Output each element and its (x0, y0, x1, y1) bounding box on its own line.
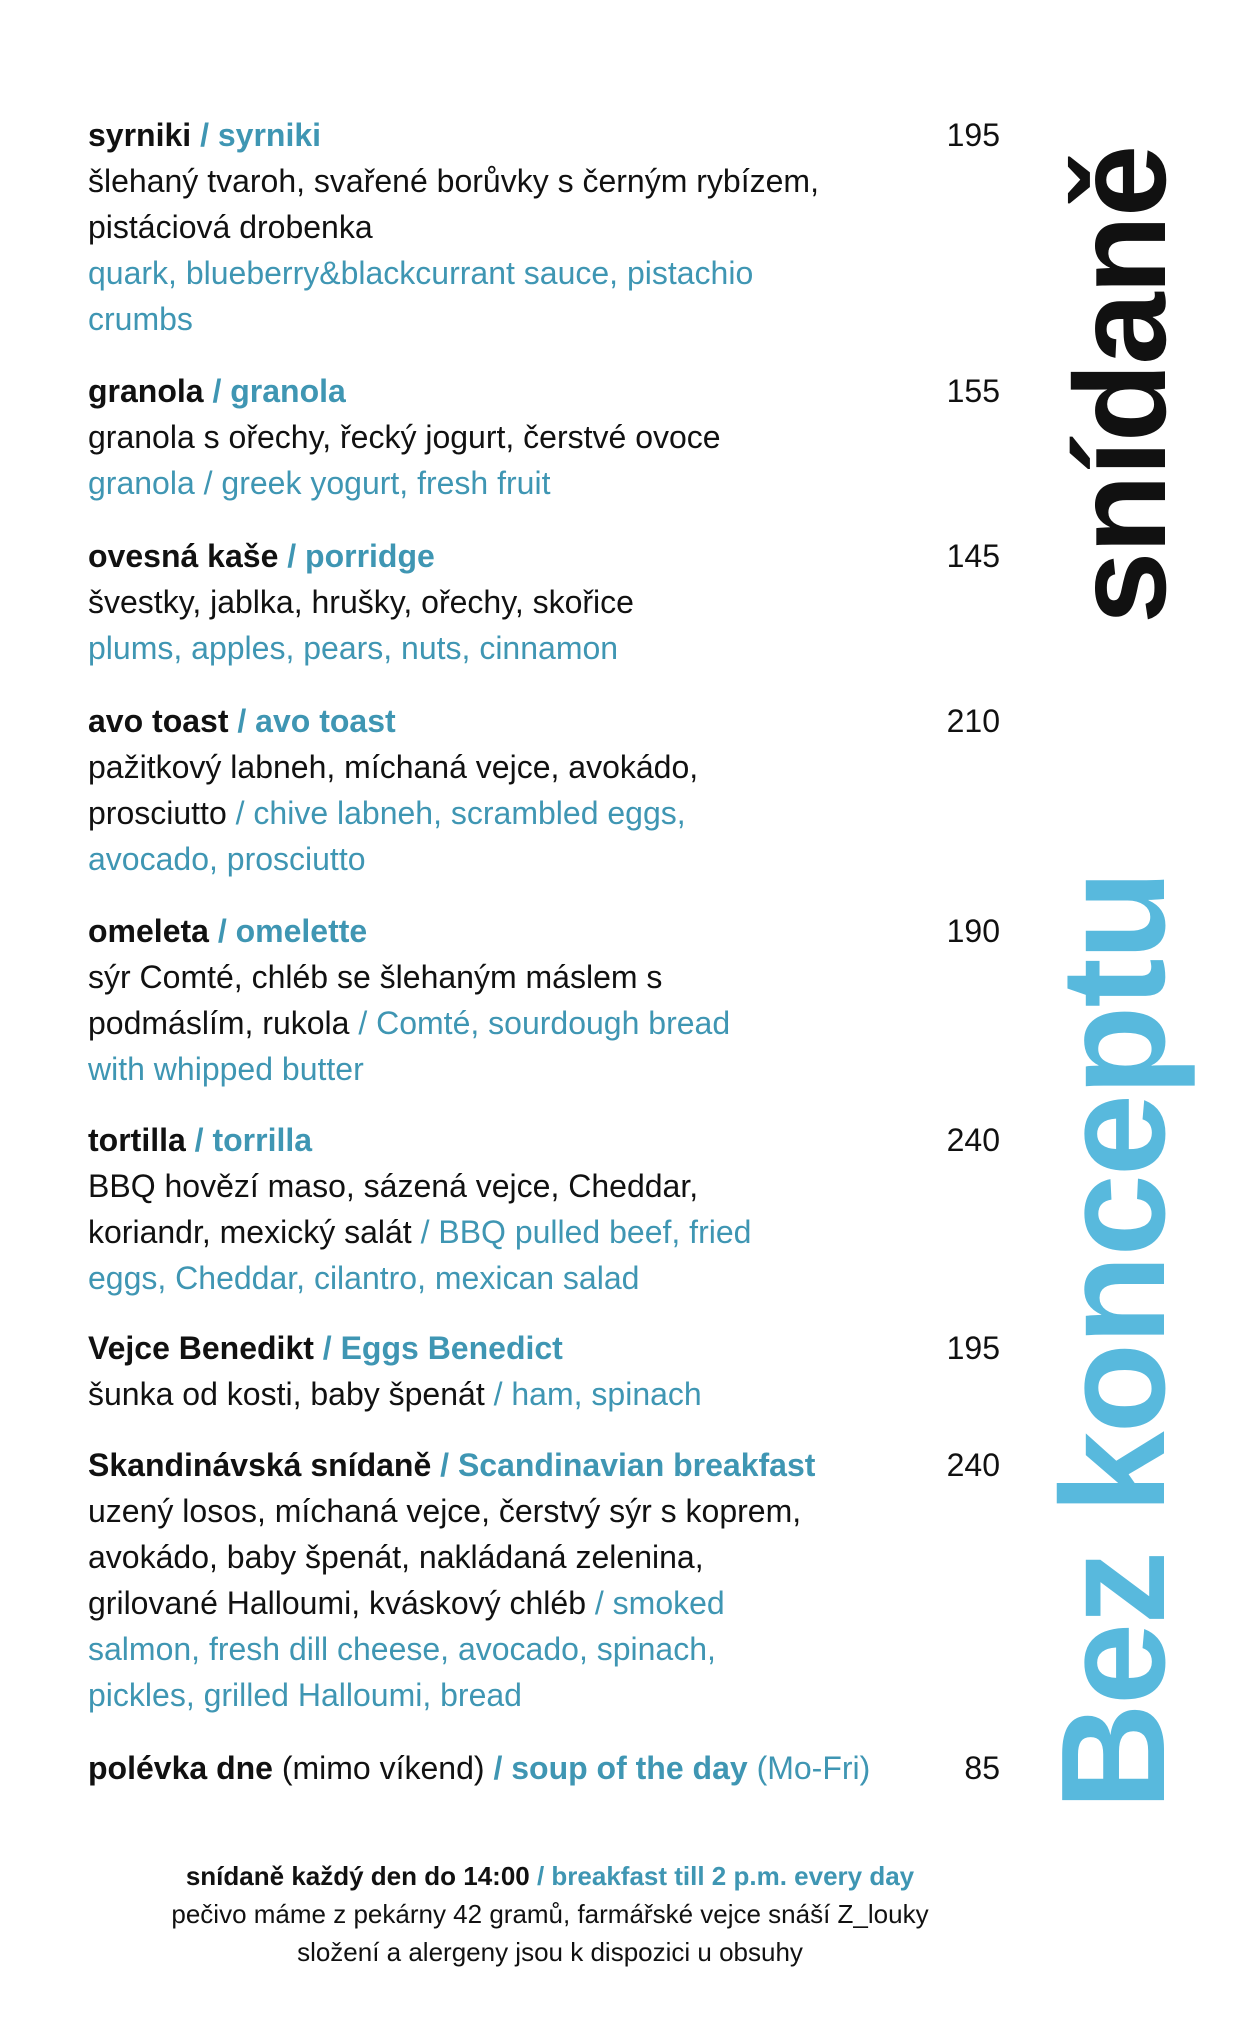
description-en: with whipped butter (88, 1051, 364, 1087)
description-cz: grilované Halloumi, kváskový chléb (88, 1585, 586, 1621)
menu-item (88, 112, 1000, 342)
item-name-en-separator: / (278, 538, 306, 574)
footer-line-bakery: pečivo máme z pekárny 42 gramů, farmářské vejce snáší Z_louky (171, 1899, 929, 1929)
description-line (88, 250, 908, 296)
description-line (88, 204, 908, 250)
description-line (88, 954, 908, 1000)
footer (0, 1857, 1100, 1971)
description-en: plums, apples, pears, nuts, cinnamon (88, 630, 619, 666)
description-en: eggs, Cheddar, cilantro, mexican salad (88, 1260, 640, 1296)
soup-note-en: (Mo-Fri) (756, 1750, 871, 1786)
item-name-en: syrniki (217, 117, 322, 153)
description-line (88, 414, 908, 460)
menu-item (88, 533, 1000, 671)
description-en: / chive labneh, scrambled eggs, (226, 795, 686, 831)
item-name-cz: syrniki (88, 117, 192, 153)
item-description (88, 414, 908, 506)
item-name-en-separator: / (208, 913, 236, 949)
description-cz: prosciutto (88, 795, 227, 831)
item-name-cz: tortilla (88, 1122, 186, 1158)
item-name-en: torrilla (212, 1122, 313, 1158)
description-en: granola / greek yogurt, fresh fruit (88, 465, 551, 501)
description-en: avocado, prosciutto (88, 841, 366, 877)
description-cz: pistáciová drobenka (88, 209, 373, 245)
item-name-en-separator: / (191, 117, 218, 153)
item-name-cz: omeleta (88, 913, 209, 949)
description-line (88, 836, 908, 882)
item-description (88, 954, 908, 1092)
title-snidane: snídaně (1047, 146, 1193, 624)
description-en: / Comté, sourdough bread (349, 1005, 731, 1041)
menu-item (88, 1117, 1000, 1301)
footer-hours-en: breakfast till 2 p.m. every day (551, 1861, 915, 1891)
description-line (88, 625, 908, 671)
menu-item (88, 698, 1000, 882)
item-price: 155 (946, 373, 1000, 409)
menu-item (88, 1442, 1000, 1718)
item-description (88, 1163, 908, 1301)
description-line (88, 1000, 908, 1046)
description-line (88, 158, 908, 204)
description-cz: švestky, jablka, hrušky, ořechy, skořice (88, 584, 634, 620)
item-price: 195 (946, 117, 1000, 153)
soup-price: 85 (964, 1750, 1000, 1786)
item-name-cz: avo toast (88, 703, 229, 739)
item-name-en: avo toast (255, 703, 396, 739)
description-line (88, 1672, 908, 1718)
description-cz: uzený losos, míchaná vejce, čerstvý sýr s koprem, (88, 1493, 802, 1529)
description-line (88, 460, 908, 506)
description-cz: šunka od kosti, baby špenát (88, 1376, 485, 1412)
description-cz: granola s ořechy, řecký jogurt, čerstvé ovoce (88, 419, 721, 455)
description-line (88, 1488, 908, 1534)
item-name-en-separator: / (228, 703, 256, 739)
item-price: 145 (946, 538, 1000, 574)
soup-separator: / (493, 1750, 512, 1786)
item-name-en: granola (230, 373, 346, 409)
footer-line-allergens: složení a alergeny jsou k dispozici u obsuhy (297, 1937, 803, 1967)
item-description (88, 158, 908, 342)
description-line (88, 1046, 908, 1092)
description-en: quark, blueberry&blackcurrant sauce, pistachio (88, 255, 754, 291)
description-cz: BBQ hovězí maso, sázená vejce, Cheddar, (88, 1168, 699, 1204)
description-cz: šlehaný tvaroh, svařené borůvky s černým rybízem, (88, 163, 819, 199)
description-en: crumbs (88, 301, 193, 337)
description-line (88, 296, 908, 342)
item-price: 240 (946, 1447, 1000, 1483)
item-name-en: porridge (305, 538, 435, 574)
footer-line-hours (0, 1857, 1100, 1895)
item-description (88, 1488, 908, 1718)
menu-item (88, 368, 1000, 506)
item-name-cz: Vejce Benedikt (88, 1330, 314, 1366)
item-name-cz: Skandinávská snídaně (88, 1447, 432, 1483)
description-line (88, 1580, 908, 1626)
soup-note-cz: (mimo víkend) (281, 1750, 485, 1786)
item-name-cz: ovesná kaše (88, 538, 279, 574)
footer-hours-separator: / (529, 1861, 552, 1891)
description-cz: sýr Comté, chléb se šlehaným máslem s (88, 959, 663, 995)
description-line (88, 1371, 908, 1417)
description-cz: pažitkový labneh, míchaná vejce, avokádo, (88, 749, 699, 785)
footer-hours-cz: snídaně každý den do 14:00 (185, 1861, 530, 1891)
description-en: / BBQ pulled beef, fried (411, 1214, 752, 1250)
item-name-cz: granola (88, 373, 204, 409)
description-en: / ham, spinach (484, 1376, 702, 1412)
item-price: 195 (946, 1330, 1000, 1366)
description-cz: koriandr, mexický salát (88, 1214, 412, 1250)
item-name-en-separator: / (185, 1122, 213, 1158)
description-line (88, 579, 908, 625)
description-cz: avokádo, baby špenát, nakládaná zelenina, (88, 1539, 704, 1575)
menu-item (88, 908, 1000, 1092)
description-en: pickles, grilled Halloumi, bread (88, 1677, 522, 1713)
soup-name-cz: polévka dne (88, 1750, 273, 1786)
item-description (88, 1371, 908, 1417)
item-description (88, 744, 908, 882)
item-name-en-separator: / (203, 373, 231, 409)
menu-item-soup (88, 1745, 1000, 1791)
item-name-en-separator: / (313, 1330, 341, 1366)
menu-item (88, 1325, 1000, 1417)
description-line (88, 1163, 908, 1209)
description-line (88, 744, 908, 790)
title-bez-konceptu: Bez konceptu (1031, 871, 1196, 1810)
item-price: 210 (946, 703, 1000, 739)
description-en: salmon, fresh dill cheese, avocado, spinach, (88, 1631, 716, 1667)
item-price: 190 (946, 913, 1000, 949)
item-name-en: omelette (235, 913, 368, 949)
item-name-en: Scandinavian breakfast (457, 1447, 816, 1483)
item-price: 240 (946, 1122, 1000, 1158)
description-line (88, 1209, 908, 1255)
description-line (88, 1534, 908, 1580)
description-line (88, 1255, 908, 1301)
description-line (88, 790, 908, 836)
description-en: / smoked (586, 1585, 725, 1621)
description-line (88, 1626, 908, 1672)
item-name-en: Eggs Benedict (340, 1330, 563, 1366)
soup-name-en: soup of the day (511, 1750, 748, 1786)
item-name-en-separator: / (431, 1447, 458, 1483)
description-cz: podmáslím, rukola (88, 1005, 350, 1041)
item-description (88, 579, 908, 671)
